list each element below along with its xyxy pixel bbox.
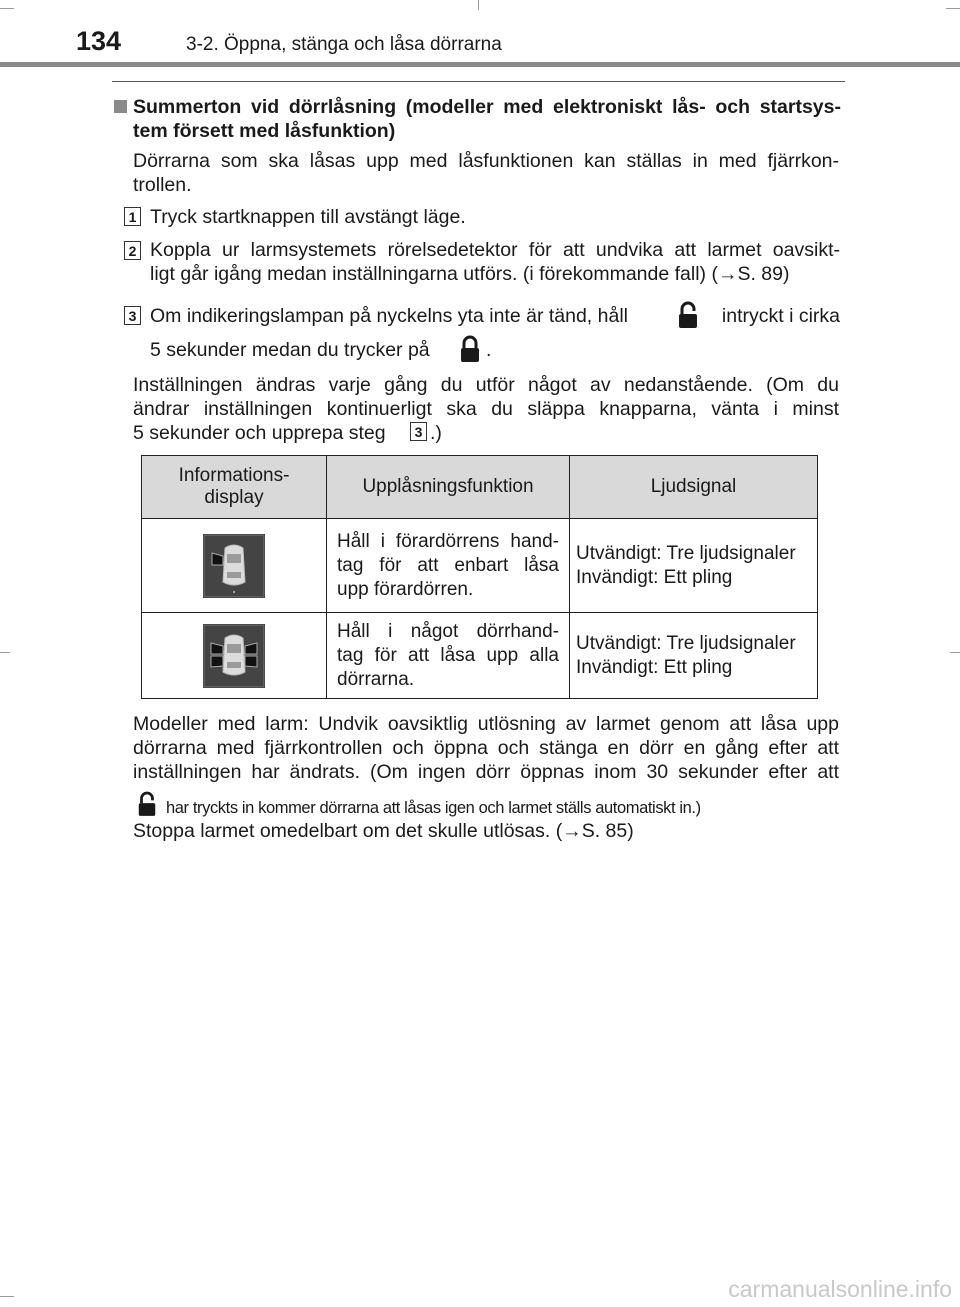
lock-icon — [458, 334, 482, 364]
sound-signal-cell: Utvändigt: Tre ljudsignaler Invändigt: Ett pling — [570, 519, 818, 613]
alarm-note-small: har tryckts in kommer dörrarna att låsas igen och larmet ställs automatiskt in.) — [166, 799, 701, 817]
sound-signal-cell: Utvändigt: Tre ljudsignaler Invändigt: Ett pling — [570, 613, 818, 699]
step-3-line-1: Om indikeringslampan på nyckelns yta inte är tänd, håll — [150, 305, 628, 327]
settings-explanation: Inställningen ändras varje gång du utför något av nedanstående. (Om du ändrar inställningen kontinuerligt ska du släppa knapparna, vänta i minst — [133, 374, 839, 420]
crop-mark — [0, 652, 10, 653]
step-1-text: Tryck startknappen till avstängt läge. — [150, 206, 466, 228]
page-number: 134 — [76, 26, 122, 56]
crop-mark — [0, 1296, 14, 1297]
step-3-line-2: 5 sekunder medan du trycker på — [150, 339, 430, 361]
table-row — [142, 519, 818, 613]
header-rule — [0, 62, 960, 67]
crop-mark — [950, 652, 960, 653]
section-intro: Dörrarna som ska låsas upp med låsfunktionen kan ställas in med fjärrkon- trollen. — [133, 150, 839, 196]
header-unlock-function: Upplåsningsfunktion — [327, 456, 570, 519]
section-bullet — [114, 100, 127, 113]
step-number-1: 1 — [124, 207, 141, 226]
step-reference-3: 3 — [410, 422, 427, 441]
section-title: Summerton vid dörrlåsning (modeller med elektroniskt lås- och startsys- tem försett med låsfunktion) — [133, 96, 841, 142]
step-number-2: 2 — [124, 241, 141, 260]
settings-table — [141, 455, 818, 699]
driver-door-display-icon — [203, 534, 265, 598]
all-doors-display-icon — [203, 624, 265, 688]
step-2-text: Koppla ur larmsystemets rörelsedetektor för att undvika att larmet oavsikt- ligt går igång medan inställningarna utförs. (i förekommande fall) (→S. 89) — [150, 239, 840, 285]
display-cell — [142, 613, 327, 699]
table-row — [142, 613, 818, 699]
unlock-function-cell: Håll i förardörrens hand- tag för att enbart låsa upp förardörren. — [327, 519, 570, 613]
unlock-function-cell: Håll i något dörrhand- tag för att låsa upp alla dörrarna. — [327, 613, 570, 699]
lock-icon — [676, 300, 700, 330]
step-number-3: 3 — [124, 306, 141, 325]
alarm-note: Modeller med larm: Undvik oavsiktlig utlösning av larmet genom att låsa upp dörrarna med fjärrkontrollen och öppna och stänga en dörr en gång efter att inställningen har ändrats. (Om ingen dörr öppnas inom 30 sekunder efter att — [133, 713, 839, 783]
header-sound-signal: Ljudsignal — [570, 456, 818, 519]
watermark: carmanualsonline.info — [728, 1276, 952, 1302]
settings-explanation-end: 5 sekunder och upprepa steg — [133, 422, 386, 444]
section-rule — [112, 81, 845, 82]
lock-icon — [136, 790, 158, 818]
header-information-display: Informations- display — [142, 456, 327, 519]
step-3-line-1-end: intryckt i cirka — [721, 305, 840, 327]
crop-mark — [0, 8, 14, 9]
alarm-note-last: Stoppa larmet omedelbart om det skulle utlösas. (→S. 85) — [133, 820, 634, 842]
chapter-title: 3-2. Öppna, stänga och låsa dörrarna — [186, 34, 502, 55]
crop-mark — [946, 8, 960, 9]
settings-explanation-close: .) — [430, 422, 442, 444]
step-3-line-2-end: . — [486, 339, 492, 361]
table-header-row — [142, 456, 818, 519]
crop-mark — [478, 0, 479, 10]
display-cell — [142, 519, 327, 613]
